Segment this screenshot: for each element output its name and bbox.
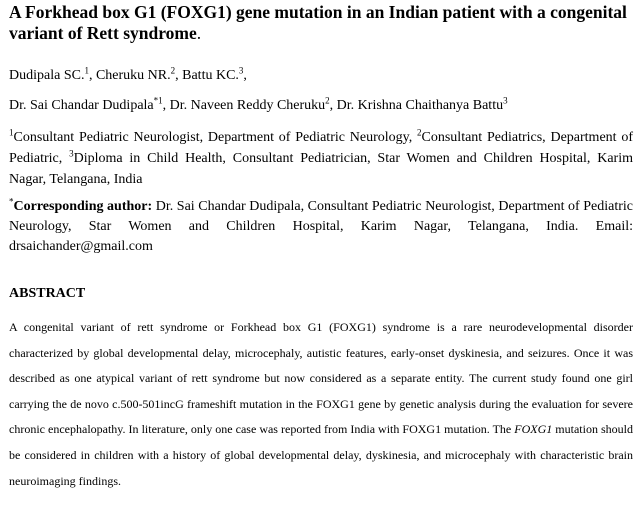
author-short-1: Dudipala SC. [9, 68, 85, 83]
author-separator: , [175, 68, 183, 83]
affiliation-marker-3: 3 [69, 148, 74, 159]
affiliation-3: Diploma in Child Health, Consultant Pediatrician, Star Women and Children Hospital, Karim Nagar, Telangana, India [9, 151, 633, 187]
abstract-body [9, 315, 633, 494]
paper-title [9, 2, 634, 44]
affiliation-marker-1: 1 [9, 127, 14, 138]
corresponding-details: Dr. Sai Chandar Dudipala, Consultant Pediatric Neurologist, Department of Pediatric Neurology, Star Women and Children Hospital, Karim Nagar, Telangana, India. Email: drsaichander@gmail.com [9, 199, 634, 254]
corresponding-marker: * [9, 196, 14, 207]
author-full-2: Dr. Naveen Reddy Cheruku [169, 98, 326, 113]
author-separator: , [88, 68, 96, 83]
author-short-3: Battu KC. [182, 68, 239, 83]
corresponding-label: Corresponding author: [13, 199, 153, 214]
paper-title-text: A Forkhead box G1 (FOXG1) gene mutation in an Indian patient with a congenital variant of Rett syndrome [9, 2, 627, 43]
affiliation-marker-2: 2 [417, 127, 422, 138]
author-full-1-affil: *1 [153, 95, 163, 106]
affiliations [9, 127, 633, 190]
author-full-2-affil: 2 [325, 95, 330, 106]
abstract-heading: ABSTRACT [9, 286, 86, 301]
paper-title-period: . [196, 23, 202, 43]
author-full-3: Dr. Krishna Chaithanya Battu [336, 98, 504, 113]
author-separator: , [329, 98, 337, 113]
author-list-full [9, 97, 508, 115]
author-short-3-affil: 3 [238, 65, 244, 76]
affiliation-1: Consultant Pediatric Neurologist, Department of Pediatric Neurology, [13, 130, 418, 145]
abstract-gene-name: FOXG1 [514, 422, 553, 437]
author-separator: , [162, 98, 170, 113]
abstract-text-2: mutation should be considered in children with a history of global developmental delay, dyskinesia, and microcephaly with characteristic brain neuroimaging findings. [9, 422, 634, 488]
author-full-1: Dr. Sai Chandar Dudipala [9, 98, 154, 113]
abstract-text-1: A congenital variant of rett syndrome or Forkhead box G1 (FOXG1) syndrome is a rare neurodevelopmental disorder characterized by global developmental delay, microcephaly, autistic features, early-onset dyskinesia, and seizures. Once it was described as one atypical variant of rett syndrome but now considered as a separate entity. The current study found one girl carrying the de novo c.500-501incG frameshift mutation in the FOXG1 gene by genetic analysis during the evaluation for severe chronic encephalopathy. In literature, only one case was reported from India with FOXG1 mutation. The [9, 320, 633, 437]
author-list-short [9, 67, 247, 85]
author-short-1-affil: 1 [84, 65, 89, 76]
author-short-2: Cheruku NR. [95, 68, 171, 83]
author-list-end: , [243, 68, 247, 83]
affiliation-2: Consultant Pediatrics, Department of Pediatric, [9, 130, 633, 166]
author-short-2-affil: 2 [170, 65, 176, 76]
author-full-3-affil: 3 [503, 95, 508, 106]
corresponding-author [9, 197, 633, 257]
